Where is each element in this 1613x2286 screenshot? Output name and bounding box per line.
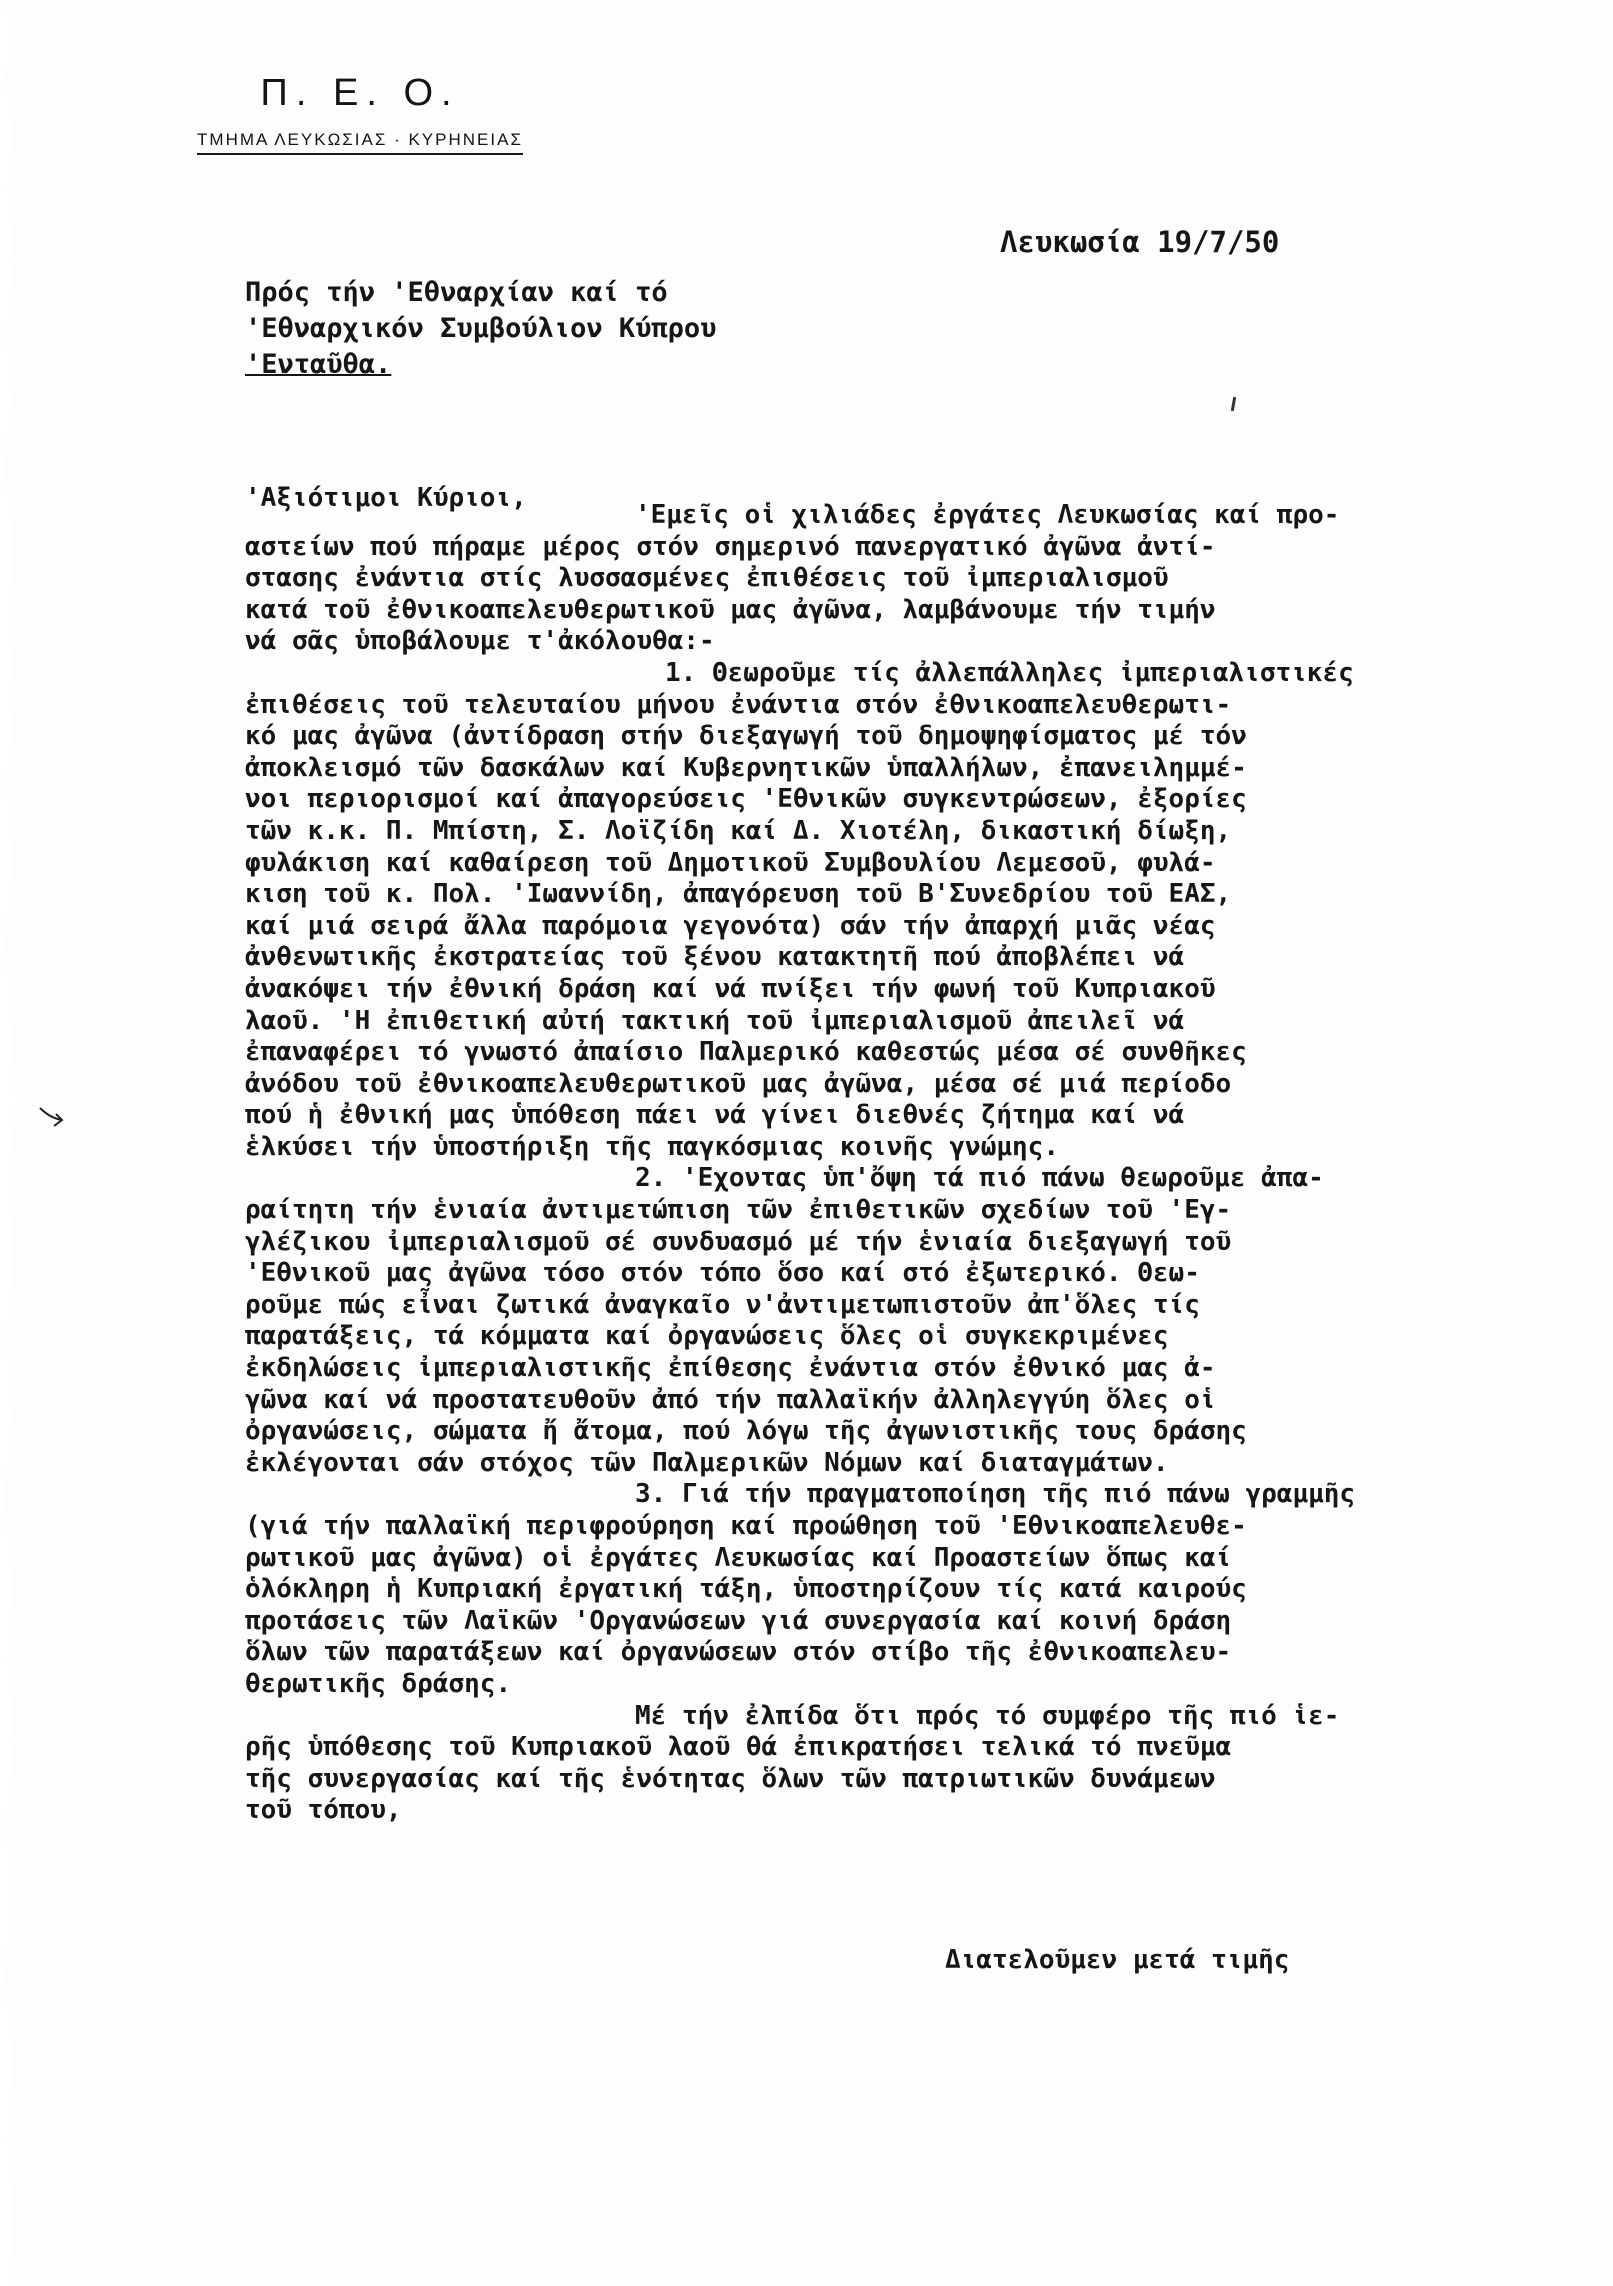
body-line: τῆς συνεργασίας καί τῆς ἑνότητας ὅλων τῶν πατριωτικῶν δυνάμεων [245, 1763, 1216, 1794]
body-line: (γιά τήν παλλαϊκή περιφρούρηση καί προώθηση τοῦ 'Εθνικοαπελευθε- [245, 1511, 1247, 1541]
torn-paper-edge [0, 0, 40, 2286]
pen-tick-mark [1231, 397, 1236, 411]
body-line: ρωτικοῦ μας ἀγῶνα) οἱ ἐργάτες Λευκωσίας καί Προαστείων ὅπως καί [245, 1542, 1232, 1573]
body-line: ρῆς ὑπόθεσης τοῦ Κυπριακοῦ λαοῦ θά ἐπικρατήσει τελικά τό πνεῦμα [245, 1732, 1232, 1763]
body-line: κιση τοῦ κ. Πολ. 'Ιωαννίδη, ἀπαγόρευση τοῦ Β'Συνεδρίου τοῦ ΕΑΣ, [245, 879, 1232, 910]
body-line: 3. Γιά τήν πραγματοποίηση τῆς πιό πάνω γραμμῆς [635, 1479, 1356, 1510]
body-line: κό μας ἀγῶνα (ἀντίδραση στήν διεξαγωγή τοῦ δημοψηφίσματος μέ τόν [245, 721, 1247, 752]
body-line: νοι περιορισμοί καί ἀπαγορεύσεις 'Εθνικῶν συγκεντρώσεων, ἐξορίες [245, 784, 1247, 815]
body-line: τῶν κ.κ. Π. Μπίστη, Σ. Λοϊζίδη καί Δ. Χιοτέλη, δικαστική δίωξη, [245, 815, 1232, 846]
addressee-block [245, 275, 716, 383]
body-line: νά σᾶς ὑποβάλουμε τ'ἀκόλουθα:- [245, 626, 715, 657]
body-line: αστείων πού πήραμε μέρος στόν σημερινό πανεργατικό ἀγῶνα ἀντί- [245, 531, 1216, 562]
body-line: ἀποκλεισμό τῶν δασκάλων καί Κυβερνητικῶν ὑπαλλήλων, ἐπανειλημμέ- [245, 752, 1247, 783]
body-line: ὁλόκληρη ἡ Κυπριακή ἐργατική τάξη, ὑποστηρίζουν τίς κατά καιρούς [245, 1574, 1247, 1605]
organization-name: Π. Ε. Ο. [260, 72, 460, 114]
addressee-line: 'Εθναρχικόν Συμβούλιον Κύπρου [245, 313, 717, 344]
body-line: παρατάξεις, τά κόμματα καί ὀργανώσεις ὅλες οἱ συγκεκριμένες [245, 1321, 1169, 1352]
body-line: ἀνόδου τοῦ ἐθνικοαπελευθερωτικοῦ μας ἀγῶνα, μέσα σέ μιά περίοδο [245, 1068, 1232, 1099]
body-line: ἀνακόψει τήν ἐθνική δράση καί νά πνίξει τήν φωνή τοῦ Κυπριακοῦ [245, 973, 1216, 1004]
body-line: τοῦ τόπου, [245, 1795, 402, 1826]
letter-date: Λευκωσία 19/7/50 [1000, 225, 1280, 259]
salutation: 'Αξιότιμοι Κύριοι, [245, 483, 527, 513]
body-line: 2. 'Εχοντας ὑπ'ὄψη τά πιό πάνω θεωροῦμε ἀπα- [635, 1163, 1324, 1194]
body-line: 'Εθνικοῦ μας ἀγῶνα τόσο στόν τόπο ὅσο καί στό ἐξωτερικό. Θεω- [245, 1258, 1200, 1289]
body-line: φυλάκιση καί καθαίρεση τοῦ Δημοτικοῦ Συμβουλίου Λεμεσοῦ, φυλά- [245, 847, 1216, 878]
body-line: ἐκδηλώσεις ἰμπεριαλιστικῆς ἐπίθεσης ἐνάντια στόν ἐθνικό μας ἀ- [245, 1353, 1216, 1384]
body-line: λαοῦ. 'Η ἐπιθετική αὐτή τακτική τοῦ ἰμπεριαλισμοῦ ἀπειλεῖ νά [245, 1005, 1185, 1036]
body-line: καί μιά σειρά ἄλλα παρόμοια γεγονότα) σάν τήν ἀπαρχή μιᾶς νέας [245, 910, 1216, 941]
addressee-line: 'Ενταῦθα. [245, 349, 392, 380]
body-line: ἐπιθέσεις τοῦ τελευταίου μήνου ἐνάντια στόν ἐθνικοαπελευθερωτι- [245, 689, 1232, 720]
letter-body [245, 500, 1545, 1827]
body-line: προτάσεις τῶν Λαϊκῶν 'Οργανώσεων γιά συνεργασία καί κοινή δράση [245, 1605, 1232, 1636]
body-line: 'Εμεῖς οἱ χιλιάδες ἐργάτες Λευκωσίας καί προ- [635, 500, 1340, 530]
body-line: ροῦμε πώς εἶναι ζωτικά ἀναγκαῖο ν'ἀντιμετωπιστοῦν ἀπ'ὅλες τίς [245, 1289, 1200, 1320]
body-line: πού ἡ ἐθνική μας ὑπόθεση πάει νά γίνει διεθνές ζήτημα καί νά [245, 1100, 1185, 1131]
body-line: ἐκλέγονται σάν στόχος τῶν Παλμερικῶν Νόμων καί διαταγμάτων. [245, 1447, 1169, 1478]
organization-branch: ΤΜΗΜΑ ΛΕΥΚΩΣΙΑΣ · ΚΥΡΗΝΕΙΑΣ [197, 130, 523, 155]
body-line: Μέ τήν ἐλπίδα ὅτι πρός τό συμφέρο τῆς πιό ἱε- [635, 1700, 1340, 1731]
margin-mark [38, 1104, 68, 1134]
body-line: ἑλκύσει τήν ὑποστήριξη τῆς παγκόσμιας κοινῆς γνώμης. [245, 1131, 1059, 1162]
closing-phrase: Διατελοῦμεν μετά τιμῆς [945, 1945, 1290, 1975]
body-line: κατά τοῦ ἐθνικοαπελευθερωτικοῦ μας ἀγῶνα, λαμβάνουμε τήν τιμήν [245, 594, 1216, 625]
body-line: ὅλων τῶν παρατάξεων καί ὀργανώσεων στόν στίβο τῆς ἐθνικοαπελευ- [245, 1637, 1232, 1668]
addressee-line: Πρός τήν 'Εθναρχίαν καί τό [245, 277, 668, 308]
body-line: ὀργανώσεις, σώματα ἤ ἄτομα, πού λόγω τῆς ἀγωνιστικῆς τους δράσης [245, 1416, 1247, 1447]
body-line: γῶνα καί νά προστατευθοῦν ἀπό τήν παλλαϊκήν ἀλληλεγγύη ὅλες οἱ [245, 1384, 1216, 1415]
body-line: γλέζικου ἰμπεριαλισμοῦ σέ συνδυασμό μέ τήν ἑνιαία διεξαγωγή τοῦ [245, 1226, 1232, 1257]
body-line: 1. Θεωροῦμε τίς ἀλλεπάλληλες ἰμπεριαλιστικές [665, 657, 1354, 688]
body-line: ἐπαναφέρει τό γνωστό ἀπαίσιο Παλμερικό καθεστώς μέσα σέ συνθῆκες [245, 1037, 1247, 1068]
body-line: θερωτικῆς δράσης. [245, 1668, 512, 1699]
letterhead [110, 70, 610, 155]
body-line: στασης ἐνάντια στίς λυσσασμένες ἐπιθέσεις τοῦ ἰμπεριαλισμοῦ [245, 563, 1169, 594]
body-line: ραίτητη τήν ἑνιαία ἀντιμετώπιση τῶν ἐπιθετικῶν σχεδίων τοῦ 'Εγ- [245, 1195, 1232, 1226]
body-line: ἀνθενωτικῆς ἐκστρατείας τοῦ ξένου κατακτητῆ πού ἀποβλέπει νά [245, 942, 1185, 973]
